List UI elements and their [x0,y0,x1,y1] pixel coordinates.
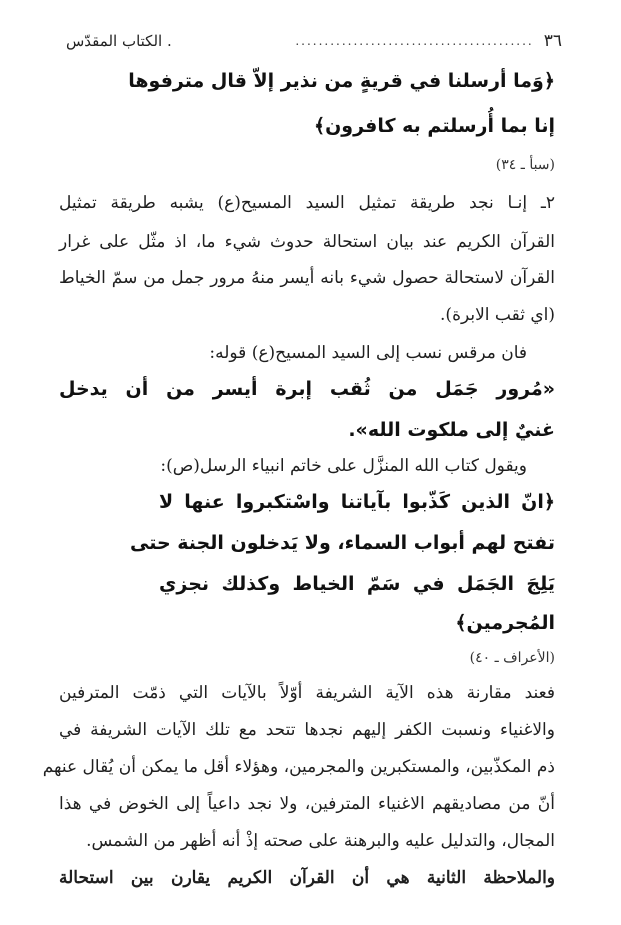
verse-line: ﴿وَما أرسلنا في قريةٍ من نذير إلاّ قال مترفوها [128,70,555,92]
verse-reference: (الأعراف ـ ٤٠) [469,650,555,666]
paragraph-line: ٢ـ إنـا نجد طريقة تمثيل السيد المسيح(ع) يشبه طريقة تمثيل [59,193,555,213]
paragraph-line: أنّ من مصاديقهم الاغنياء المترفين، ولا نجد داعياً إلى الخوض في هذا [59,794,555,814]
paragraph-line: ويقول كتاب الله المنزَّل على خاتم انبياء الرسل(ص): [160,456,527,476]
gospel-quote-line: «مُرور جَمَل من ثُقب إبرة أيسر من أن يدخل [59,378,555,400]
verse-line: المُجرمين﴾ [455,612,555,634]
paragraph-line: ذم المكذّبين، والمستكبرين والمجرمين، وهؤلاء أقل ما يمكن أن يُقال عنهم [42,757,555,777]
verse-line: يَلِجَ الجَمَل في سَمّ الخياط وكذلك نجزي [159,573,555,595]
paragraph-line: فان مرقس نسب إلى السيد المسيح(ع) قوله: [209,343,527,363]
gospel-quote-line: غنيٌ إلى ملكوت الله». [348,419,555,441]
running-title: . الكتاب المقدّس [66,32,172,50]
page-number: ٣٦ [543,31,562,51]
verse-line: ﴿انّ الذين كَذّبوا بآياتنا واسْتكبروا عنها لا [159,491,555,513]
paragraph-line: القرآن لاستحالة حصول شيء بانه أيسر منهُ مرور جمل من سمّ الخياط [59,268,555,288]
verse-reference: (سبأ ـ ٣٤) [495,157,555,173]
paragraph-line: (اي ثقب الابرة). [440,305,555,325]
paragraph-line: والملاحظة الثانية هي أن القرآن الكريم يقارن بين استحالة [59,868,555,888]
header-leader-dots: ......................................... [295,34,534,48]
paragraph-line: والاغنياء ونسبت الكفر إليهم نجدها تتحد مع تلك الآيات الشريفة في [59,720,555,740]
paragraph-line: القرآن الكريم عند بيان استحالة حدوث شيء ما، اذ مثّل على غرار [59,232,555,252]
verse-line: تفتح لهم أبواب السماء، ولا يَدخلون الجنة حتى [129,532,555,554]
verse-line: إنا بما أُرسلتم به كافرون﴾ [313,115,555,137]
page-header [66,28,562,54]
paragraph-line: فعند مقارنة هذه الآية الشريفة أوّلاً بالآيات التي ذمّت المترفين [59,683,555,703]
paragraph-line: المجال، والتدليل عليه والبرهنة على صحته إذْ أنه أظهر من الشمس. [86,831,555,851]
